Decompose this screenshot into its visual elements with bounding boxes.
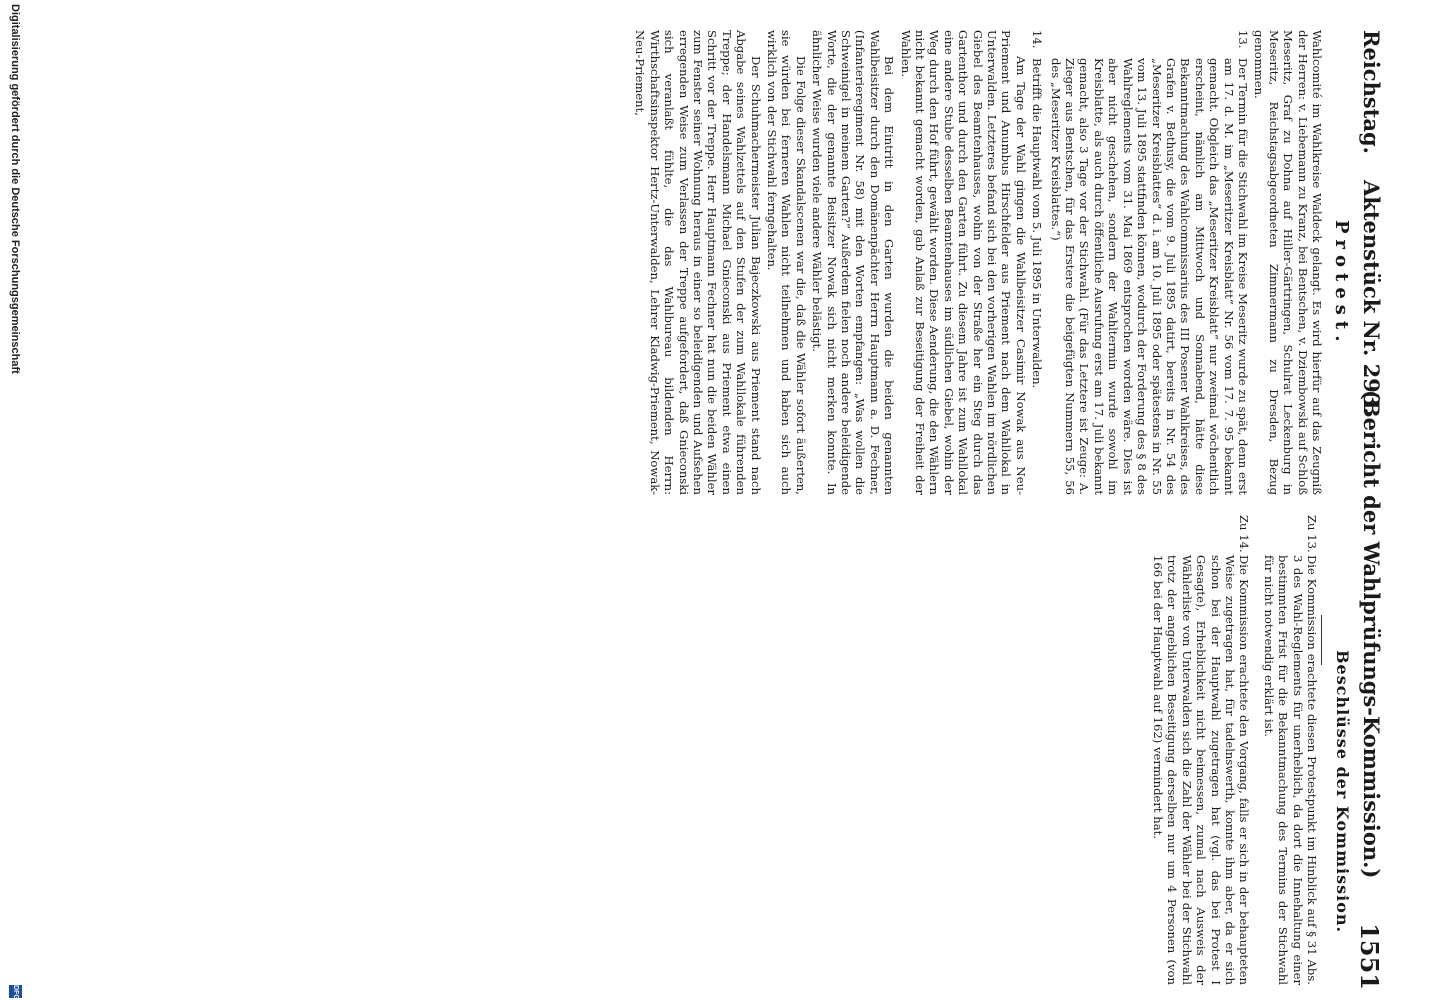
- protest-item-14: [1030, 30, 1044, 495]
- resolution-item-14-text: Die Kommission erachtete den Vorgang, falls er sich in der behaupteten Weise zugetragen hat, für tadelnswerth, konnte ihm aber, da er sich schon bei der Hauptwahl zugetragen hat (vgl. das bei Protest I Gesagte), Erheblichkeit nicht beimessen, zumal nach Ausweis der Wählerliste von Unterwalden sich die Zahl der Wähler bei der Stichwahl trotz der angeblichen Beseitigung derselben nur um 4 Personen (von 166 bei der Hauptwahl auf 162) vermindert hat.: [1150, 555, 1252, 985]
- protest-item-14-text: Betrifft die Hauptwahl vom 5. Juli 1895 in Unterwalden.: [1030, 58, 1045, 389]
- title-divider: [1321, 615, 1322, 665]
- resolutions-column-title: Beschlüsse der Kommission.: [1333, 650, 1352, 934]
- header-reichstag: Reichstag.: [1359, 30, 1384, 154]
- item-number: 13.: [1235, 30, 1250, 49]
- protest-item-13: [1048, 30, 1250, 495]
- funding-credit: Digitalisierung gefördert durch die Deutsche Forschungsgemeinschaft: [9, 4, 21, 374]
- item-number: Zu 13.: [1305, 515, 1319, 553]
- resolutions-column: [1141, 515, 1319, 985]
- dfg-logo-icon: DFG: [9, 985, 22, 998]
- resolution-item-13-text: Die Kommission erachtete diesen Protestpunkt im Hinblick auf § 31 Abs. 3 des Wahl-Reglements für unerheblich, da dort die Innehaltung einer bestimmten Frist für die Bekanntmachung des Termins der Stichwahl für nicht notwendig erklärt ist.: [1261, 555, 1319, 985]
- page-number: 1551: [1355, 923, 1384, 990]
- digitization-footer: [0, 0, 26, 1000]
- item-number: 14.: [1030, 30, 1045, 49]
- header-document-number: Aktenstück Nr. 293.: [1359, 180, 1384, 415]
- protest-column-title: Protest.: [1331, 220, 1352, 348]
- protest-column: [631, 30, 1324, 495]
- resolution-item-13: [1261, 515, 1319, 985]
- resolution-item-14: [1151, 515, 1252, 985]
- protest-paragraph: Die Folge dieser Skandalscenen war die, daß die Wähler sofort äußerten, sie würden bei ferneren Wahlen nicht teilnehmen und haben sich auch wirklich von der Stichwahl ferngehalten.: [764, 30, 808, 495]
- protest-paragraph: Bei dem Eintritt in den Garten wurden die beiden genannten Wahlbeisitzer durch den Domänenpächter Herrn Hauptmann a. D. Fechner, (Infanterieregiment Nr. 58) mit den Worten empfangen: „Was wollen die Schweinigel in meinem Garten?“ Außerdem fielen noch andere beleidigende Worte, die der genannte Beisitzer Nowak sich nicht merken konnte. In ähnlicher Weise wurden viele andere Wähler belästigt.: [810, 30, 897, 495]
- protest-intro-paragraph: Wahlcomité im Wahlkreise Waldeck gelangt. Es wird hierfür auf das Zeugniß der Herren: v. Liebemann zu Kranz, bei Bentschen, v. Dziembowski auf Schloß Meseritz, Graf zu Dohna auf Hiller-Gärtringen, Schulrat Leckenburg in Meseritz, Reichstagsabgeordneten Zimmermann zu Dresden, Bezug genommen.: [1252, 30, 1324, 495]
- protest-paragraph: Der Schuhmachermeister Julian Bajeczkowski aus Priement stand nach Abgabe seines Wahlzettels auf den Stufen der zum Wahllokale führenden Treppe; der Handelsmann Michael Gnieconski aus Priement etwa einen Schritt vor der Treppe. Herr Hauptmann Fechner hat nun die beiden Wähler zum Fenster seiner Wohnung heraus in einer so beleidigenden und Aufsehen erregenden Weise zum Verlassen der Treppe aufgefordert, daß Gnieconski sich veranlaßt fühlte, die das Wahlbureau bildenden Herrn: Wirthschaftsinspektor Hertz-Unterwalden, Lehrer Kladwig-Priement, Nowak-Neu-Priement,: [633, 30, 763, 495]
- protest-paragraph: Am Tage der Wahl gingen die Wahlbeisitzer Casimir Nowak aus Neu-Priement und Anumbus Hirschfelder aus Priement nach dem Wahllokal in Unterwalden. Letzteres befand sich bei den vorherigen Wahlen im nördlichen Giebel des Beamtenhauses, wohin von der Straße her ein Steg durch das Gartenthor und durch den Garten führt. Zu diesem Jahre ist zum Wahllokal eine andere Stube desselben Beamtenhauses im südlichen Giebel, wohin der Weg durch den Hof führt, gewählt worden. Diese Aenderung, die den Wählern nicht bekannt gemacht worden, gab Anlaß zur Beseitigung der Freiheit der Wahlen.: [898, 30, 1028, 495]
- item-number: Zu 14.: [1237, 515, 1252, 553]
- header-report-title: (Bericht der Wahlprüfungs-Kommission.): [1359, 390, 1384, 879]
- protest-item-13-text: Der Termin für die Stichwahl im Kreise Meseritz wurde zu spät, denn erst am 17. d. M. im „Meseritzer Kreisblatt“ Nr. 56 vom 17. 7. 95 bekannt gemacht. Obgleich das „Meseritzer Kreisblatt“ nur zweimal wöchentlich erscheint, nämlich am Mittwoch und Sonnabend, hätte diese Bekanntmachung des Wahlcommissarius des III Posener Wahlkreises, des Grafen v. Bethusy, die vom 9. Juli 1895 datirt, bereits in Nr. 54 des „Meseritzer Kreisblattes“ d. i. am 10. Juli 1895 oder spätestens in Nr. 55 vom 13. Juli 1895 stattfinden können, wodurch der Forderung des § 8 des Wahlreglements vom 31. Mai 1869 entsprochen worden wäre. Dies ist aber nicht geschehen, sondern der Wahltermin wurde sowohl im Kreisblatte, als auch durch öffentliche Ausrufung erst am 17. Juli bekannt gemacht, also 3 Tage vor der Stichwahl. (Für das Letztere ist Zeuge: A. Zieger aus Bentschen, für das Erstere die beigefügten Nummern 55, 56 des „Meseritzer Kreisblattes.“): [1048, 58, 1250, 495]
